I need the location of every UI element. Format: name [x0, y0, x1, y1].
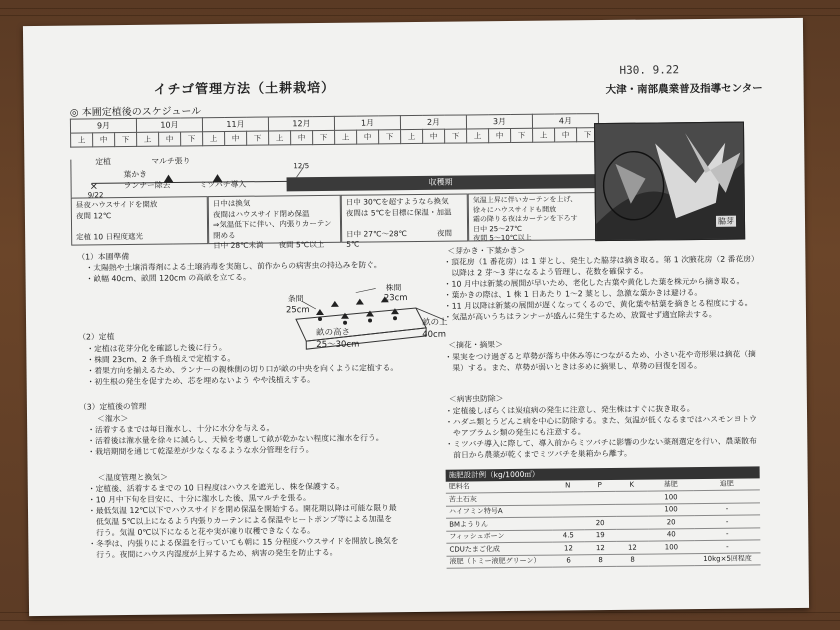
decade-cell: 下 [313, 130, 335, 144]
temp-line: ・10 月中下旬を目安に、十分に潅水した後、黒マルチを張る。 [87, 493, 311, 505]
bed-height-value: 25〜30cm [316, 339, 360, 351]
fertilizer-cell: - [694, 527, 760, 540]
label-date-harvest: 12/5 [293, 162, 310, 171]
decade-cell: 上 [401, 129, 423, 143]
decade-cell: 下 [445, 129, 467, 143]
fertilizer-cell: 12 [584, 541, 616, 554]
fertilizer-cell: 4.5 [552, 529, 584, 542]
water-line: ・活着後は潅水量を徐々に減らし、天候を考慮して畝が乾かない程度に潅水を行う。 [87, 433, 384, 446]
photo-label-side-shoot: 脇芽 [716, 216, 736, 227]
fruit-line: ・果実をつけ過ぎると草勢が落ち中休み等につながるため、小さい花や奇形果は摘花（摘 [444, 349, 756, 362]
section1-line: ・太陽熱や土壌消毒剤による土壌消毒を実施し、前作からの病害虫の持込みを防ぐ。 [85, 260, 382, 273]
section1-line: ・畝幅 40cm、畝間 120cm の高畝を立てる。 [85, 272, 251, 284]
fertilizer-cell: 100 [648, 541, 694, 554]
fertilizer-cell: 40 [648, 528, 694, 541]
decade-cell: 中 [555, 128, 577, 142]
fertilizer-cell: 10kg×5回程度 [694, 552, 760, 565]
temp-line: 行う。夜間にハウス内湿度が上昇するため、病害の発生を防止する。 [88, 547, 338, 560]
fertilizer-cell [648, 553, 694, 566]
bud-line: ・気温が高いうちはランナーが盛んに発生するため、放置せず適宜除去する。 [443, 309, 717, 322]
fertilizer-cell [584, 491, 616, 504]
fertilizer-cell: 19 [584, 529, 616, 542]
fertilizer-cell: 8 [584, 554, 616, 567]
fertilizer-cell [552, 504, 584, 517]
decade-cell: 中 [423, 129, 445, 143]
water-line: ・活着するまでは毎日潅水し、十分に水分を与える。 [87, 423, 275, 435]
fertilizer-cell: CDUたまご化成 [446, 542, 552, 556]
decade-cell: 上 [533, 128, 555, 142]
fertilizer-cell [552, 492, 584, 505]
info-line: 夜間はハウスサイド閉め保温 [212, 208, 310, 219]
fertilizer-cell [616, 529, 648, 542]
info-line: ⇒気温低下に伴い、内張りカーテン閉める [212, 218, 332, 240]
bud-line: ・10 月中は新葉の展開が早いため、老化した古葉や黄化した葉を株元から摘き取る。 [443, 276, 745, 289]
fert-header: N [552, 480, 584, 492]
decade-cell: 中 [93, 133, 115, 147]
fruit-line: 果）する。また、草勢が弱いときは多めに摘果し、草勢の回復を図る。 [444, 361, 702, 373]
section2-line: ・定植は花芽分化を確認した後に行う。 [86, 342, 227, 354]
decade-cell: 上 [71, 133, 93, 147]
pest-line: やアブラムシ類の発生にも注意する。 [445, 427, 586, 438]
fertilizer-cell [616, 516, 648, 529]
info-box-mar [468, 192, 596, 241]
info-box-sep [71, 196, 208, 245]
label-mulch: マルチ張り [151, 156, 191, 166]
info-line: 夜間は 5℃を目標に保温・加温 [345, 207, 452, 218]
info-line: 夜間 12℃ [75, 210, 112, 221]
decade-cell: 中 [225, 131, 247, 145]
fertilizer-cell: 20 [584, 516, 616, 529]
info-line: 日中 25〜27℃ [473, 224, 523, 233]
bud-line: ・葉かきの際は、1 株 1 日あたり 1〜2 葉とし、急激な葉かきは避ける。 [443, 288, 703, 300]
plant-spacing-label: 株間 [385, 283, 402, 293]
info-line: 徐々にハウスサイドも開放 [472, 205, 557, 214]
decade-cell: 中 [159, 132, 181, 146]
decade-cell: 上 [137, 132, 159, 146]
fertilizer-cell: 12 [616, 541, 648, 554]
decade-cell: 上 [335, 130, 357, 144]
row-spacing-value: 25cm [285, 305, 310, 316]
temp-title: ＜温度管理と換気＞ [97, 472, 168, 483]
fertilizer-cell: 100 [648, 503, 694, 516]
fertilizer-cell: フィッシュボーン [446, 530, 552, 544]
label-leaf: 葉かき [123, 169, 147, 180]
info-box-nov [208, 195, 341, 251]
fertilizer-cell: 液肥（トミー液肥グリーン） [447, 555, 553, 569]
temp-line: 低気温 5℃以上になるよう内張りカーテンによる保温やヒートポンプ等による加温を [88, 514, 393, 527]
document-page [23, 18, 809, 616]
harvest-period-bar: 収穫期 [287, 174, 595, 191]
decade-cell: 上 [203, 131, 225, 145]
month-cell: 1月 [334, 116, 400, 131]
label-planting: 定植 [95, 157, 111, 167]
fert-header: K [616, 479, 648, 491]
fertilizer-table [446, 466, 761, 568]
row-spacing-label: 条間 [287, 294, 304, 304]
month-cell: 10月 [136, 118, 202, 133]
fertilizer-cell: 100 [648, 491, 694, 504]
month-cell: 2月 [400, 115, 466, 130]
strawberry-photo [594, 122, 745, 242]
fertilizer-cell [616, 491, 648, 504]
svg-text:×: × [89, 181, 99, 193]
fertilizer-cell [584, 504, 616, 517]
plant-spacing-value: 23cm [383, 293, 408, 304]
fertilizer-cell [616, 504, 648, 517]
fertilizer-cell: - [694, 502, 760, 515]
water-line: ・栽培期間を通じて乾湿差が少なくなるような水分管理を行う。 [87, 445, 314, 457]
decade-cell: 下 [115, 132, 137, 146]
fertilizer-cell: ハイフミン特号A [446, 505, 552, 519]
info-line: 日中 30℃を超すようなら換気 [345, 196, 449, 207]
section2-line: ・株間 23cm、2 条千鳥植えで定植する。 [86, 353, 236, 365]
pest-line: ・ミツバチ導入に際して、導入前からミツバチに影響の少ない薬剤選定を行い、農薬散布 [445, 436, 757, 449]
pest-title: ＜病害虫防除＞ [448, 394, 504, 404]
bed-width-value: 40cm [422, 329, 447, 340]
month-cell: 11月 [202, 117, 268, 132]
fertilizer-row [447, 552, 761, 568]
temp-line: ・冬季は、内張りによる保温を行っていても朝に 15 分程度ハウスサイドを開放し換気を [88, 536, 399, 549]
fertilizer-cell: 6 [552, 554, 584, 567]
bud-line: ・11 月以降は新葉の展開が遅くなってくるので、黄化葉や枯葉を摘きとる程度にする。 [443, 298, 753, 311]
fertilizer-cell [694, 490, 760, 503]
info-line: 日中 27℃〜28℃ 夜間 5℃ [346, 228, 452, 249]
fertilizer-cell [552, 517, 584, 530]
month-cell: 3月 [466, 114, 532, 129]
bud-line: 以降は 2 芽〜3 芽になるよう管理し、花数を確保する。 [443, 266, 649, 278]
info-line: 霜の降りる夜はカーテンを下ろす [472, 214, 578, 224]
decade-cell: 下 [181, 132, 203, 146]
info-line: 日中 28℃未満 夜間 5℃以上 [213, 239, 325, 251]
schedule-table [70, 113, 599, 148]
fertilizer-cell: 8 [616, 554, 648, 567]
fertilizer-cell: - [694, 515, 760, 528]
decade-cell: 下 [577, 128, 599, 142]
month-cell: 12月 [268, 116, 334, 131]
bed-height-label: 畝の高さ [316, 327, 351, 339]
info-line: 昼夜ハウスサイドを開放 [75, 199, 158, 210]
section3-title: （3）定植後の管理 [78, 401, 147, 412]
decade-cell: 中 [291, 131, 313, 145]
fert-header: P [584, 479, 616, 491]
info-line: 日中は換気 [212, 198, 251, 209]
fertilizer-cell: 12 [552, 542, 584, 555]
bud-title: ＜芽かき・下葉かき＞ [447, 245, 526, 256]
section2-line: ・初生根の発生を促すため、芯を埋めないよう やや浅植えする。 [86, 375, 315, 387]
handwritten-date: H30. 9.22 [619, 63, 680, 77]
label-runner: ランナー除去 [123, 180, 171, 191]
section2-line: ・着果方向を揃えるため、ランナーの親株側の切り口が畝の中央を向くように定植する。 [86, 363, 399, 376]
fert-header: 肥料名 [446, 480, 552, 493]
info-box-jan [341, 193, 468, 249]
temp-line: 行う。気温 0℃以下になると花や実が凍り収穫できなくなる。 [88, 526, 315, 538]
fertilizer-title: 施肥設計例（kg/1000㎡） [446, 466, 760, 481]
decade-cell: 上 [467, 129, 489, 143]
month-cell: 4月 [532, 114, 598, 129]
fert-header: 基肥 [648, 479, 694, 491]
label-bee: ミツバチ導入 [199, 179, 247, 190]
pest-line: ・定植後しばらくは炭疽病の発生に注意し、発生株はすぐに抜き取る。 [444, 404, 695, 416]
fertilizer-cell: - [694, 540, 760, 553]
section1-title: （1）本圃準備 [77, 252, 130, 262]
decade-cell: 中 [489, 128, 511, 142]
pest-line: ・ハダニ類とうどんこ病を中心に防除する。また、気温が低くなるまではハスモンヨトウ [445, 414, 758, 427]
bud-line: ・頂花房（1 番花房）は 1 芽とし、発生した脇芽は摘き取る。第 1 次腋花房（2 番花房） [443, 254, 759, 267]
decade-cell: 上 [269, 131, 291, 145]
temp-line: ・最低気温 12℃以下でハウスサイドを閉め保温を開始する。開花期以降は可能な限り最 [87, 503, 397, 516]
month-cell: 9月 [70, 118, 136, 133]
info-line: 定植 10 日程度遮光 [76, 231, 143, 242]
center-name: 大津・南部農業普及指導センター [605, 82, 763, 97]
fruit-title: ＜摘花・摘果＞ [448, 340, 503, 350]
fertilizer-cell: BMようりん [446, 517, 552, 531]
section2-title: （2）定植 [78, 332, 115, 342]
decade-cell: 中 [357, 130, 379, 144]
bed-width-label: 畝の上 [422, 317, 448, 328]
decade-cell: 下 [247, 131, 269, 145]
label-date-planting: 9/22 [87, 191, 104, 200]
schedule-section-title: ◎ 本圃定植後のスケジュール [69, 106, 202, 119]
document-title: イチゴ管理方法（土耕栽培） [153, 80, 336, 98]
fert-header: 追肥 [694, 478, 760, 491]
info-line: 気温上昇に伴いカーテンを上げ、 [472, 195, 578, 205]
temp-line: ・定植後、活着するまでの 10 日程度はハウスを遮光し、株を保護する。 [87, 481, 345, 494]
water-title: ＜潅水＞ [97, 414, 129, 424]
fertilizer-cell: 苦土石灰 [446, 492, 552, 506]
info-line: 夜間 5〜10℃以上 [473, 233, 532, 243]
decade-cell: 下 [379, 130, 401, 144]
fertilizer-cell: 20 [648, 516, 694, 529]
pest-line: 前日から農薬が乾くまでミツバチを巣箱から離す。 [445, 448, 632, 460]
decade-cell: 下 [511, 128, 533, 142]
